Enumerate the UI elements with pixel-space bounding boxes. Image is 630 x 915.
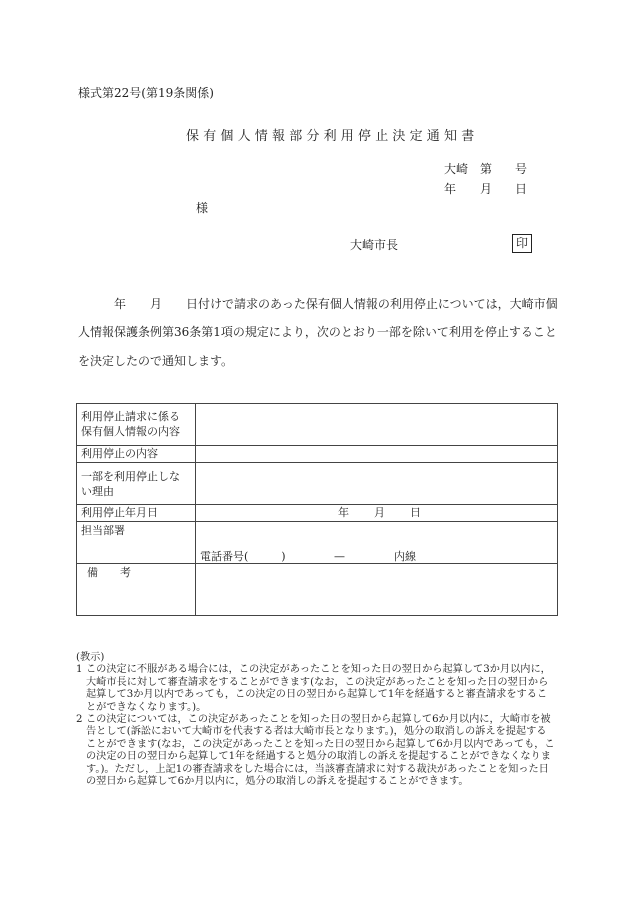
table-row bbox=[77, 463, 558, 505]
table-value-department bbox=[196, 522, 558, 564]
notes-heading: (教示) bbox=[76, 652, 105, 663]
table-label-department: 担当部署 bbox=[77, 522, 196, 564]
table-row bbox=[77, 564, 558, 616]
date-day: 日 bbox=[515, 182, 528, 196]
note-item-2: 2 この決定については，この決定があったことを知った日の翌日から起算して6か月以内に，大崎市を被告として(訴訟において大崎市を代表する者は大崎市長となります。)，処分の取消しの訴えを提起することができます(なお，この決定があったことを知った日の翌日から起算して6か月以内であっても，この決定の日の翌日から起算して1年を経過すると処分の取消しの訴えを提起することができなくなります。)。ただし，上記1の審査請求をした場合には，当該審査請求に対する裁決があったことを知った日の翌日から起算して6か月以内に，処分の取消しの訴えを提起することができます。 bbox=[76, 714, 555, 788]
date-month: 月 bbox=[480, 182, 493, 196]
table-label-date: 利用停止年月日 bbox=[77, 505, 196, 522]
table-row bbox=[77, 446, 558, 463]
seal-stamp: 印 bbox=[512, 234, 532, 253]
table-value-content bbox=[196, 404, 558, 446]
table-value-suspension bbox=[196, 446, 558, 463]
table-label-remarks: 備 考 bbox=[77, 564, 196, 616]
doc-number-prefix: 大崎 bbox=[444, 162, 469, 176]
table-value-remarks bbox=[196, 564, 558, 616]
body-line-1: 年 月 日付けで請求のあった保有個人情報の利用停止については，大崎市個 bbox=[114, 297, 558, 311]
table-label-content: 利用停止請求に係る 保有個人情報の内容 bbox=[77, 404, 196, 446]
table-value-date: 年 月 日 bbox=[196, 505, 558, 522]
body-line-3: を決定したので通知します。 bbox=[78, 354, 234, 368]
table-label-reason: 一部を利用停止しな い理由 bbox=[77, 463, 196, 505]
doc-number-dai: 第 bbox=[480, 162, 493, 176]
phone-extension: 内線 bbox=[394, 550, 416, 563]
table-value-reason bbox=[196, 463, 558, 505]
body-line-2: 人情報保護条例第36条第1項の規定により，次のとおり一部を除いて利用を停止すること bbox=[78, 325, 557, 339]
document-title: 保有個人情報部分利用停止決定通知書 bbox=[186, 129, 479, 144]
date-year: 年 bbox=[444, 182, 457, 196]
issuer-name: 大崎市長 bbox=[350, 238, 399, 252]
table-label-suspension: 利用停止の内容 bbox=[77, 446, 196, 463]
form-number: 様式第22号(第19条関係) bbox=[78, 86, 214, 100]
decision-table bbox=[76, 403, 558, 616]
phone-label: 電話番号( ) bbox=[200, 550, 286, 563]
table-row bbox=[77, 522, 558, 564]
note-item-1: 1 この決定に不服がある場合には，この決定があったことを知った日の翌日から起算して3か月以内に，大崎市長に対して審査請求をすることができます(なお，この決定があったことを知った日の翌日から起算して3か月以内であっても，この決定の日の翌日から起算して1年を経過すると審査請求をすることができなくなります。)。 bbox=[76, 664, 551, 713]
instruction-notes bbox=[76, 652, 556, 788]
phone-dash: — bbox=[334, 550, 345, 563]
addressee-sama: 様 bbox=[196, 201, 209, 215]
table-row bbox=[77, 404, 558, 446]
doc-number-go: 号 bbox=[515, 162, 528, 176]
table-row bbox=[77, 505, 558, 522]
